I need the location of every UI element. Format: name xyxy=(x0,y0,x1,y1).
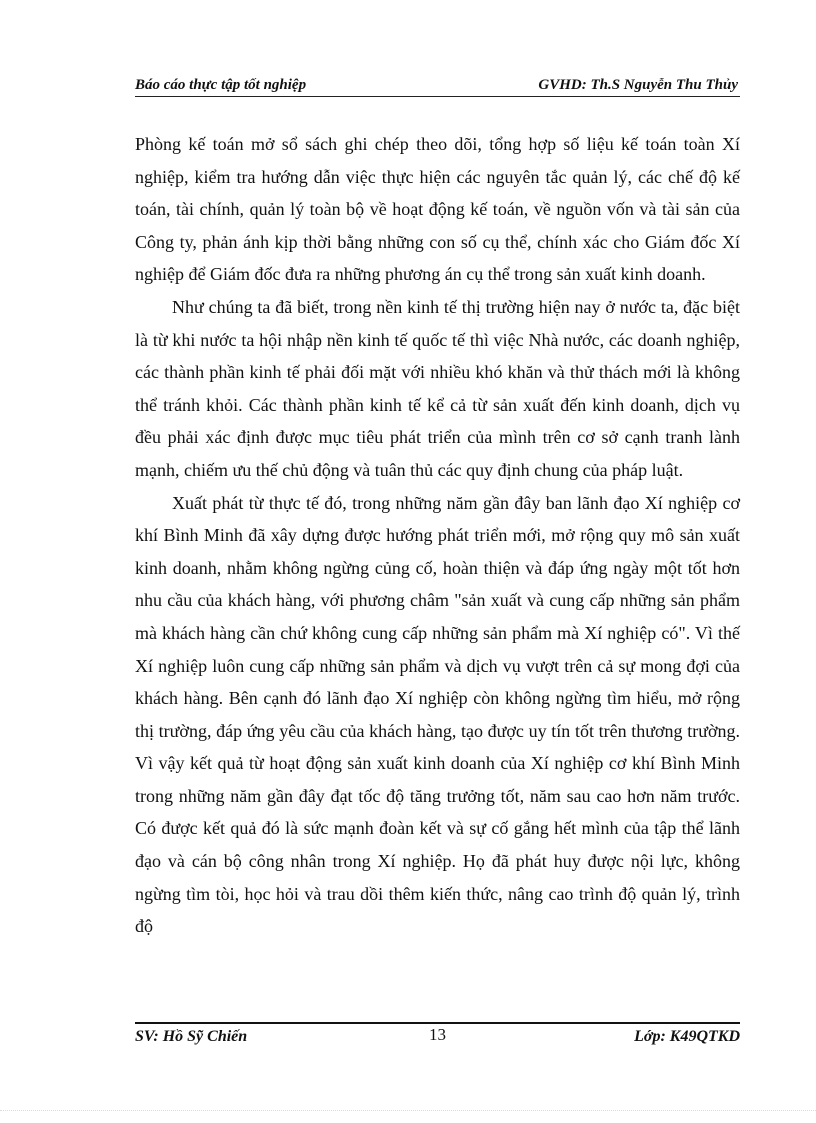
class-code: Lớp: K49QTKD xyxy=(634,1028,740,1045)
page-number: 13 xyxy=(429,1025,446,1044)
page-header xyxy=(135,74,740,97)
page-footer xyxy=(135,1027,740,1049)
supervisor: GVHD: Th.S Nguyễn Thu Thủy xyxy=(538,77,738,93)
page-boundary xyxy=(0,1110,816,1111)
paragraph-2: Như chúng ta đã biết, trong nền kinh tế thị trường hiện nay ở nước ta, đặc biệt là từ khi nước ta hội nhập nền kinh tế quốc tế thì việc Nhà nước, các doanh nghiệp, các thành phần kinh tế phải đối mặt với nhiều khó khăn và thử thách mới là không thể tránh khỏi. Các thành phần kinh tế kể cả từ sản xuất đến kinh doanh, dịch vụ đều phải xác định được mục tiêu phát triển của mình trên cơ sở cạnh tranh lành mạnh, chiếm ưu thế chủ động và tuân thủ các quy định chung của pháp luật. xyxy=(135,296,740,480)
body-text xyxy=(135,128,740,943)
footer-divider xyxy=(135,1022,740,1024)
student-name: SV: Hồ Sỹ Chiến xyxy=(135,1028,248,1045)
paragraph-1: Phòng kế toán mở sổ sách ghi chép theo dõi, tổng hợp số liệu kế toán toàn Xí nghiệp, kiểm tra hướng dẫn việc thực hiện các nguyên tắc quản lý, các chế độ kế toán, tài chính, quản lý toàn bộ về hoạt động kế toán, về nguồn vốn và tài sản của Công ty, phản ánh kịp thời bằng những con số cụ thể, chính xác cho Giám đốc Xí nghiệp để Giám đốc đưa ra những phương án cụ thể trong sản xuất kinh doanh. xyxy=(135,134,740,285)
report-title: Báo cáo thực tập tốt nghiệp xyxy=(135,77,307,93)
paragraph-3: Xuất phát từ thực tế đó, trong những năm gần đây ban lãnh đạo Xí nghiệp cơ khí Bình Minh đã xây dựng được hướng phát triển mới, mở rộng quy mô sản xuất kinh doanh, nhằm không ngừng củng cố, hoàn thiện và đáp ứng ngày một tốt hơn nhu cầu của khách hàng, với phương châm "sản xuất và cung cấp những sản phẩm mà khách hàng cần chứ không cung cấp những sản phẩm mà Xí nghiệp có". Vì thế Xí nghiệp luôn cung cấp những sản phẩm và dịch vụ vượt trên cả sự mong đợi của khách hàng. Bên cạnh đó lãnh đạo Xí nghiệp còn không ngừng tìm hiểu, mở rộng thị trường, đáp ứng yêu cầu của khách hàng, tạo được uy tín tốt trên thương trường. Vì vậy kết quả từ hoạt động sản xuất kinh doanh của Xí nghiệp cơ khí Bình Minh trong những năm gần đây đạt tốc độ tăng trưởng tốt, năm sau cao hơn năm trước. Có được kết quả đó là sức mạnh đoàn kết và sự cố gắng hết mình của tập thể lãnh đạo và cán bộ công nhân trong Xí nghiệp. Họ đã phát huy được nội lực, không ngừng tìm tòi, học hỏi và trau dồi thêm kiến thức, nâng cao trình độ quản lý, trình độ xyxy=(135,492,740,937)
